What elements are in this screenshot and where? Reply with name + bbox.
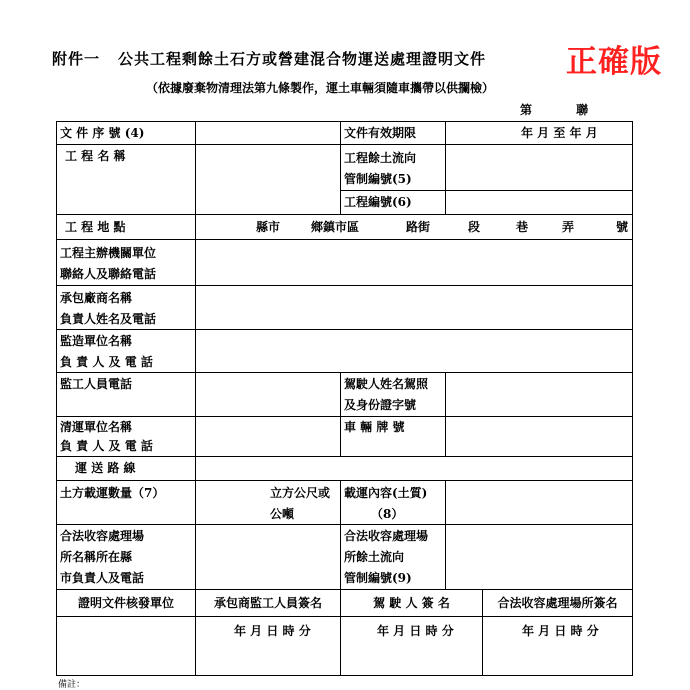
footnote: 備註：: [58, 680, 86, 690]
sig-inspector-field[interactable]: [195, 616, 340, 676]
correct-version-stamp: 正確版: [566, 44, 662, 80]
sig-site-label: 合法收容處理場所簽名: [497, 596, 618, 610]
content-label-2: （8）: [371, 507, 404, 521]
validity-cell: [340, 121, 445, 144]
sig-site-field[interactable]: [482, 616, 633, 676]
agency-label-1: 工程主辦機關單位: [60, 246, 157, 260]
doc-no-label: 文 件 序 號 (4): [60, 126, 145, 140]
sig-issuer-header: [56, 589, 195, 616]
site-label-1: 合法收容處理場: [60, 529, 145, 543]
plate-cell: [340, 416, 445, 456]
attachment-label: 附件一: [52, 50, 101, 68]
copy-number-label: 第 聯: [520, 103, 589, 117]
quantity-field[interactable]: [195, 480, 340, 524]
content-cell: [340, 480, 445, 524]
unit-label-1: 立方公尺或: [270, 486, 331, 500]
validity-label: 文件有效期限: [344, 126, 417, 140]
sig-site-header: [482, 589, 633, 616]
sig-inspector-header: [195, 589, 340, 616]
sig-site-datetime: 年 月 日 時 分: [522, 624, 599, 638]
location-field[interactable]: [195, 214, 633, 239]
transport-field[interactable]: [195, 416, 340, 456]
project-no-label: 工程編號(6): [344, 195, 412, 209]
agency-cell: [56, 239, 195, 285]
validity-value: 年 月 至 年 月: [521, 126, 598, 140]
sig-driver-label: 駕 駛 人 簽 名: [373, 596, 450, 610]
location-number: 號: [616, 220, 629, 234]
supervisor-label-2: 負 責 人 及 電 話: [60, 355, 153, 369]
validity-field[interactable]: [445, 121, 633, 144]
quantity-cell: [56, 480, 195, 524]
subtitle: （依據廢棄物清理法第九條製作，運土車輛須隨車攜帶以供攔檢）: [146, 81, 495, 95]
site-flow-label-3: 管制編號(9): [344, 571, 412, 585]
transport-label-2: 負 責 人 及 電 話: [60, 439, 153, 453]
transport-label-1: 清運單位名稱: [60, 420, 133, 434]
route-field[interactable]: [195, 456, 633, 480]
unit-label-2: 公噸: [270, 507, 295, 521]
contractor-label-2: 負責人姓名及電話: [60, 312, 157, 326]
location-county: 縣市: [256, 220, 281, 234]
route-label: 運 送 路 線: [75, 461, 136, 475]
sig-inspector-label: 承包商監工人員簽名: [213, 596, 322, 610]
inspector-label: 監工人員電話: [60, 377, 133, 391]
agency-label-2: 聯絡人及聯絡電話: [60, 267, 157, 281]
flow-ctrl-cell: [340, 144, 445, 190]
plate-label: 車 輛 牌 號: [344, 420, 405, 434]
supervisor-cell: [56, 329, 195, 372]
content-label-1: 載運內容(土質): [344, 486, 428, 500]
location-alley: 弄: [562, 220, 575, 234]
quantity-label: 土方載運數量（7）: [60, 486, 165, 500]
inspector-field[interactable]: [195, 372, 340, 416]
driver-label-2: 及身份證字號: [344, 398, 417, 412]
site-flow-label-1: 合法收容處理場: [344, 529, 429, 543]
flow-ctrl-label-1: 工程餘土流向: [344, 151, 417, 165]
location-section: 段: [468, 220, 481, 234]
sig-driver-field[interactable]: [340, 616, 482, 676]
location-label: 工 程 地 點: [65, 220, 126, 234]
contractor-field[interactable]: [195, 285, 633, 329]
route-cell: [56, 456, 195, 480]
contractor-cell: [56, 285, 195, 329]
doc-no-cell: [56, 121, 195, 144]
sig-driver-datetime: 年 月 日 時 分: [377, 624, 454, 638]
site-label-2: 所名稱所在縣: [60, 550, 133, 564]
title-text: 公共工程剩餘土石方或營建混合物運送處理證明文件: [118, 50, 487, 68]
flow-ctrl-field[interactable]: [445, 144, 633, 190]
document-title: [52, 48, 486, 69]
location-lane: 巷: [516, 220, 529, 234]
doc-no-field[interactable]: [195, 121, 340, 144]
driver-field[interactable]: [445, 372, 633, 416]
driver-cell: [340, 372, 445, 416]
project-no-cell: [340, 190, 445, 214]
plate-field[interactable]: [445, 416, 633, 456]
project-name-field[interactable]: [195, 144, 340, 214]
sig-issuer-label: 證明文件核發單位: [77, 596, 174, 610]
agency-field[interactable]: [195, 239, 633, 285]
location-township: 鄉鎮市區: [311, 220, 360, 234]
location-cell: [56, 214, 195, 239]
site-flow-cell: [340, 524, 445, 589]
site-label-3: 市負責人及電話: [60, 571, 145, 585]
content-field[interactable]: [445, 480, 633, 524]
location-road: 路街: [406, 220, 431, 234]
supervisor-label-1: 監造單位名稱: [60, 334, 133, 348]
driver-label-1: 駕駛人姓名駕照: [344, 377, 429, 391]
site-field[interactable]: [195, 524, 340, 589]
sig-inspector-datetime: 年 月 日 時 分: [234, 624, 311, 638]
contractor-label-1: 承包廠商名稱: [60, 291, 133, 305]
project-name-label: 工 程 名 稱: [65, 149, 126, 163]
site-flow-field[interactable]: [445, 524, 633, 589]
sig-driver-header: [340, 589, 482, 616]
project-name-cell: [56, 144, 195, 214]
site-flow-label-2: 所餘土流向: [344, 550, 405, 564]
transport-cell: [56, 416, 195, 456]
site-cell: [56, 524, 195, 589]
supervisor-field[interactable]: [195, 329, 633, 372]
flow-ctrl-label-2: 管制編號(5): [344, 172, 412, 186]
sig-issuer-field[interactable]: [56, 616, 195, 676]
inspector-cell: [56, 372, 195, 416]
project-no-field[interactable]: [445, 190, 633, 214]
